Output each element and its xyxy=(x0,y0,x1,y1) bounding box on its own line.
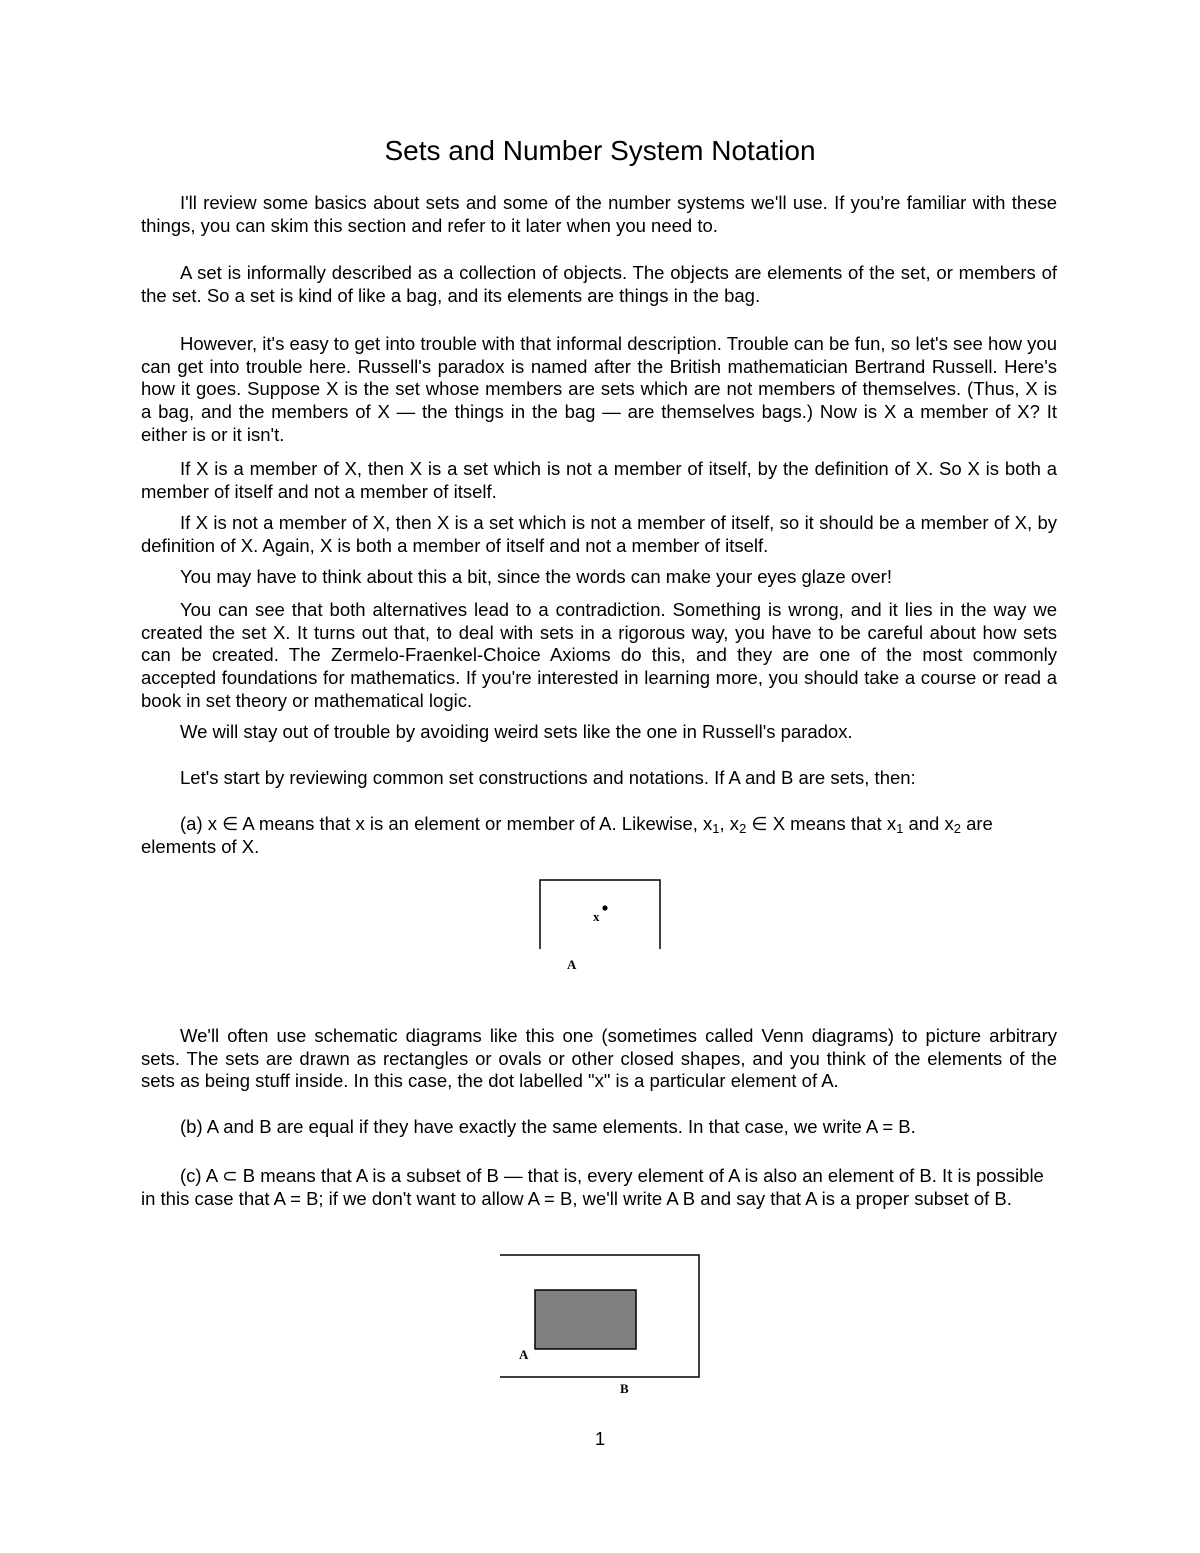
subscript-1: 1 xyxy=(712,821,720,836)
element-notation-paragraph xyxy=(141,813,1057,858)
subscript-3: 1 xyxy=(896,821,904,836)
element-venn-svg xyxy=(535,875,665,975)
element-text-2: , x xyxy=(719,813,740,834)
set-a-rectangle xyxy=(535,1290,636,1349)
subset-venn-diagram xyxy=(495,1250,705,1400)
member-case-paragraph: If X is a member of X, then X is a set which is not a member of itself, by the definition of X. So X is both a member of itself and not a member of itself. xyxy=(141,458,1057,502)
element-text-4: and x xyxy=(903,813,954,834)
non-member-case-paragraph: If X is not a member of X, then X is a set which is not a member of itself, so it should be a member of X, by definition of X. Again, X is both a member of itself and not a member of itself. xyxy=(141,512,1057,556)
element-x-label: x xyxy=(593,909,600,924)
subset-venn-svg xyxy=(495,1250,705,1400)
page-title: Sets and Number System Notation xyxy=(384,135,816,166)
contradiction-paragraph: You can see that both alternatives lead to a contradiction. Something is wrong, and it lies in the way we created the set X. It turns out that, to deal with sets in a rigorous way, you have to be careful about how sets can be created. The Zermelo-Fraenkel-Choice Axioms do this, and they are one of the most commonly accepted foundations for mathematics. If you're interested in learning more, you should take a course or read a book in set theory or mathematical logic. xyxy=(141,599,1057,711)
venn-explanation-paragraph: We'll often use schematic diagrams like this one (sometimes called Venn diagrams) to picture arbitrary sets. The sets are drawn as rectangles or ovals or other closed shapes, and you think of the elements of the sets as being stuff inside. In this case, the dot labelled "x" is a particular element of A. xyxy=(141,1025,1057,1092)
equality-paragraph: (b) A and B are equal if they have exactly the same elements. In that case, we write A = B. xyxy=(180,1116,916,1137)
set-definition-paragraph: A set is informally described as a collection of objects. The objects are elements of the set, or members of the set. So a set is kind of like a bag, and its elements are things in the bag. xyxy=(141,262,1057,306)
inner-set-a-label: A xyxy=(519,1347,529,1362)
constructions-intro-paragraph: Let's start by reviewing common set constructions and notations. If A and B are sets, then: xyxy=(180,767,916,788)
subscript-4: 2 xyxy=(953,821,961,836)
subset-paragraph: (c) A ⊂ B means that A is a subset of B — that is, every element of A is also an element of B. It is possible in this case that A = B; if we don't want to allow A = B, we'll write A B and say that A is a proper subset of B. xyxy=(141,1165,1044,1209)
russell-paradox-paragraph: However, it's easy to get into trouble with that informal description. Trouble can be fun, so let's see how you can get into trouble here. Russell's paradox is named after the British mathematician Bertrand Russell. Here's how it goes. Suppose X is the set whose members are sets which are not members of themselves. (Thus, X is a bag, and the members of X — the things in the bag — are themselves bags.) Now is X a member of X? It either is or it isn't. xyxy=(141,333,1057,445)
outer-set-b-label: B xyxy=(620,1381,629,1396)
element-text-1: (a) x ∈ A means that x is an element or member of A. Likewise, x xyxy=(180,813,713,834)
element-venn-diagram xyxy=(535,875,665,975)
intro-paragraph: I'll review some basics about sets and some of the number systems we'll use. If you're familiar with these things, you can skim this section and refer to it later when you need to. xyxy=(141,192,1057,236)
think-paragraph: You may have to think about this a bit, since the words can make your eyes glaze over! xyxy=(180,566,892,587)
avoid-trouble-paragraph: We will stay out of trouble by avoiding weird sets like the one in Russell's paradox. xyxy=(180,721,853,742)
set-a-label: A xyxy=(567,957,577,972)
page-number: 1 xyxy=(594,1428,606,1449)
element-text-3: ∈ X means that x xyxy=(746,813,897,834)
element-x-dot xyxy=(602,905,607,910)
set-a-boundary xyxy=(540,880,660,949)
subscript-2: 2 xyxy=(739,821,747,836)
element-text-5: are elements of X. xyxy=(141,813,993,857)
